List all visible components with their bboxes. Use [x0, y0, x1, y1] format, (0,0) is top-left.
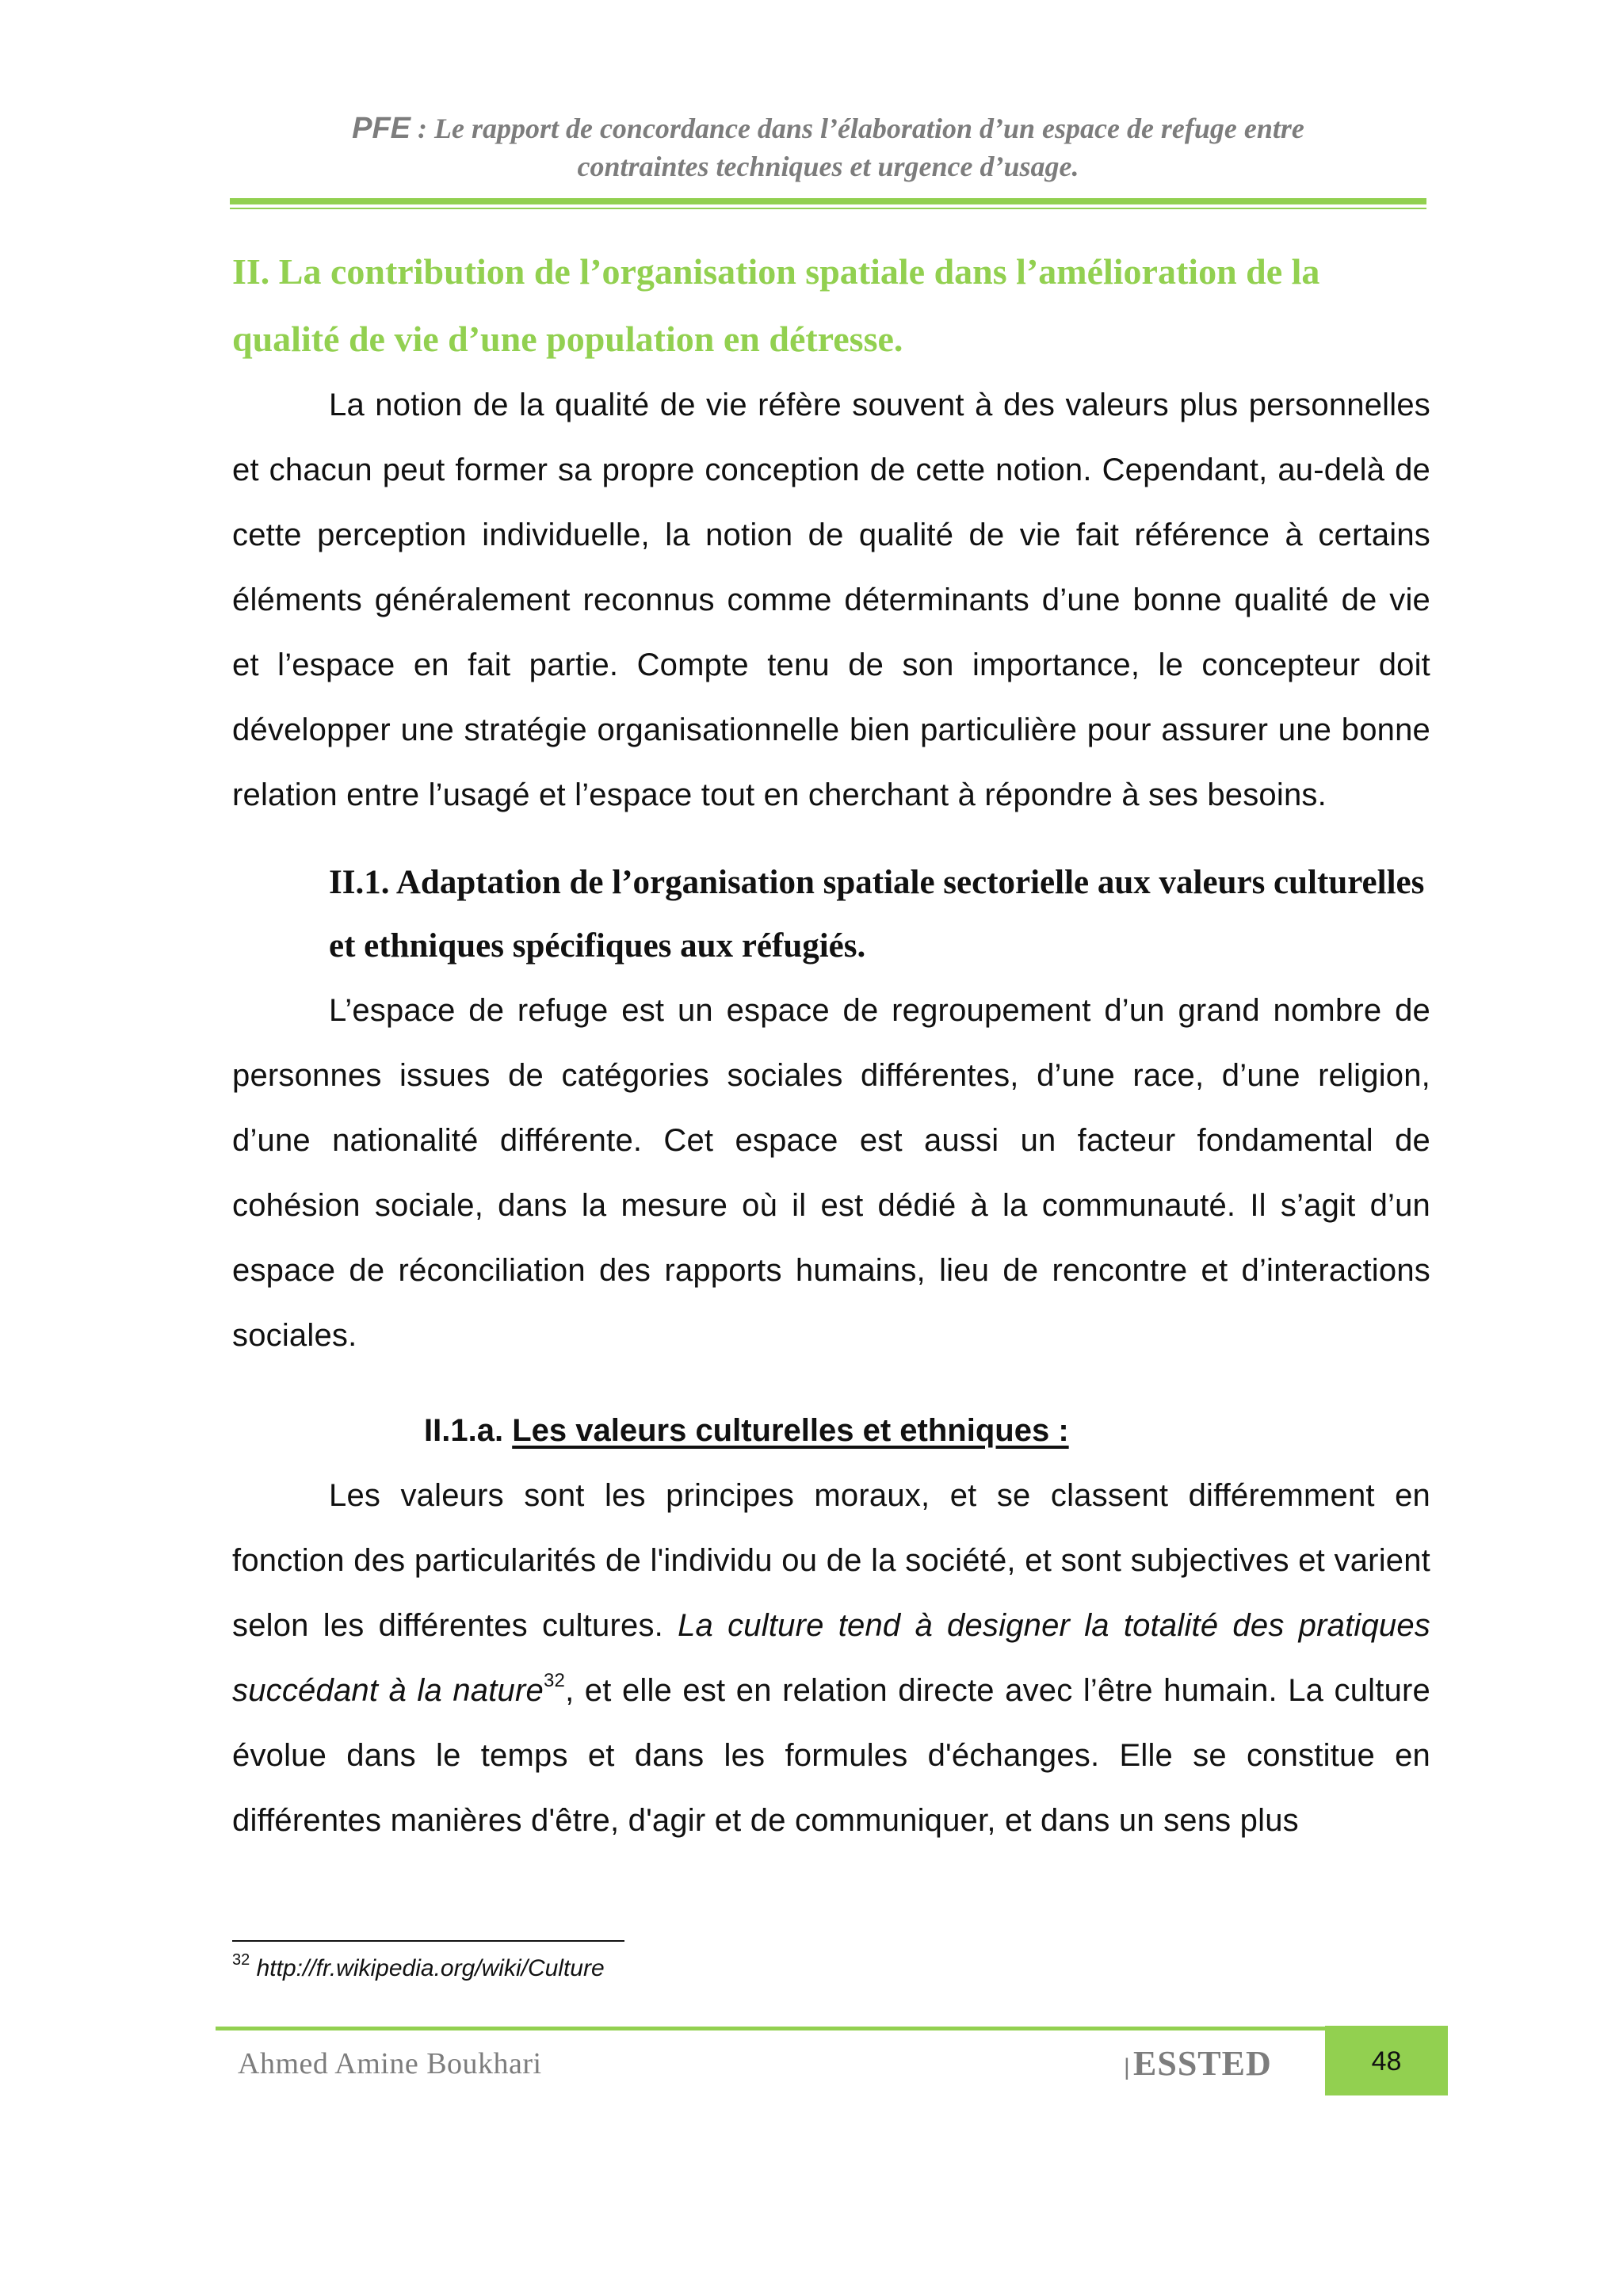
footnote-separator [232, 1940, 624, 1942]
subsubsection-heading [232, 1398, 1430, 1463]
running-header-title-part-2: contraintes techniques et urgence d’usage. [577, 151, 1079, 182]
footnote-reference[interactable]: 32 [543, 1670, 566, 1691]
paragraph-text-end: , et elle est en relation directe avec l’être humain. La culture évolue dans le temps et dans les formules d'échanges. Elle se constitue en différentes manières d'être, d'agir et de communiquer, et dans un sens plus [232, 1673, 1430, 1838]
running-header-prefix: PFE [352, 112, 411, 145]
footnote-number: 32 [232, 1951, 250, 1969]
subsubsection-title: Les valeurs culturelles et ethniques : [512, 1413, 1069, 1448]
page-number-box [1325, 2026, 1448, 2095]
header-rule [230, 198, 1426, 204]
footnote [232, 1951, 605, 1986]
subsection-heading: II.1. Adaptation de l’organisation spatiale sectorielle aux valeurs culturelles et ethniques spécifiques aux réfugiés. [329, 864, 1425, 965]
header-rule-thin [230, 208, 1426, 209]
page-number: 48 [1371, 2046, 1402, 2076]
running-header-title-part-1: : Le rapport de concordance dans l’élaboration d’un espace de refuge entre [411, 113, 1304, 144]
subsubsection-paragraph [232, 1463, 1430, 1853]
footer-author: Ahmed Amine Boukhari [238, 2047, 542, 2080]
footer-separator: | [1124, 2054, 1130, 2080]
footnote-link[interactable]: http://fr.wikipedia.org/wiki/Culture [256, 1955, 605, 1981]
running-header-line-1 [230, 109, 1426, 147]
subsubsection-number: II.1.a. [424, 1413, 504, 1448]
footer-organization: ESSTED [1133, 2044, 1272, 2083]
section-paragraph: La notion de la qualité de vie réfère souvent à des valeurs plus personnelles et chacun peut former sa propre conception de cette notion. Cependant, au-delà de cette perception individuelle, la notion de qualité de vie fait référence à certains éléments généralement reconnus comme déterminants d’une bonne qualité de vie et l’espace en fait partie. Compte tenu de son importance, le concepteur doit développer une stratégie organisationnelle bien particulière pour assurer une bonne relation entre l’usagé et l’espace tout en cherchant à répondre à ses besoins. [232, 388, 1430, 812]
italic-quote: La culture tend à designer la totalité des pratiques succédant à la nature [232, 1608, 1431, 1708]
footer-rule [216, 2027, 1327, 2030]
subsection-paragraph: L’espace de refuge est un espace de regroupement d’un grand nombre de personnes issues de catégories sociales différentes, d’une race, d’une religion, d’une nationalité différente. Cet espace est aussi un facteur fondamental de cohésion sociale, dans la mesure où il est dédié à la communauté. Il s’agit d’un espace de réconciliation des rapports humains, lieu de rencontre et d’interactions sociales. [232, 993, 1430, 1353]
section-heading: II. La contribution de l’organisation spatiale dans l’amélioration de la qualité de vie d’une population en détresse. [232, 251, 1320, 359]
running-header [230, 109, 1426, 185]
paragraph-text-start: Les valeurs sont les principes moraux, et se classent différemment en fonction des particularités de l'individu ou de la société, et sont subjectives et varient selon les différentes cultures. [232, 1478, 1430, 1643]
page-body [232, 238, 1430, 1853]
